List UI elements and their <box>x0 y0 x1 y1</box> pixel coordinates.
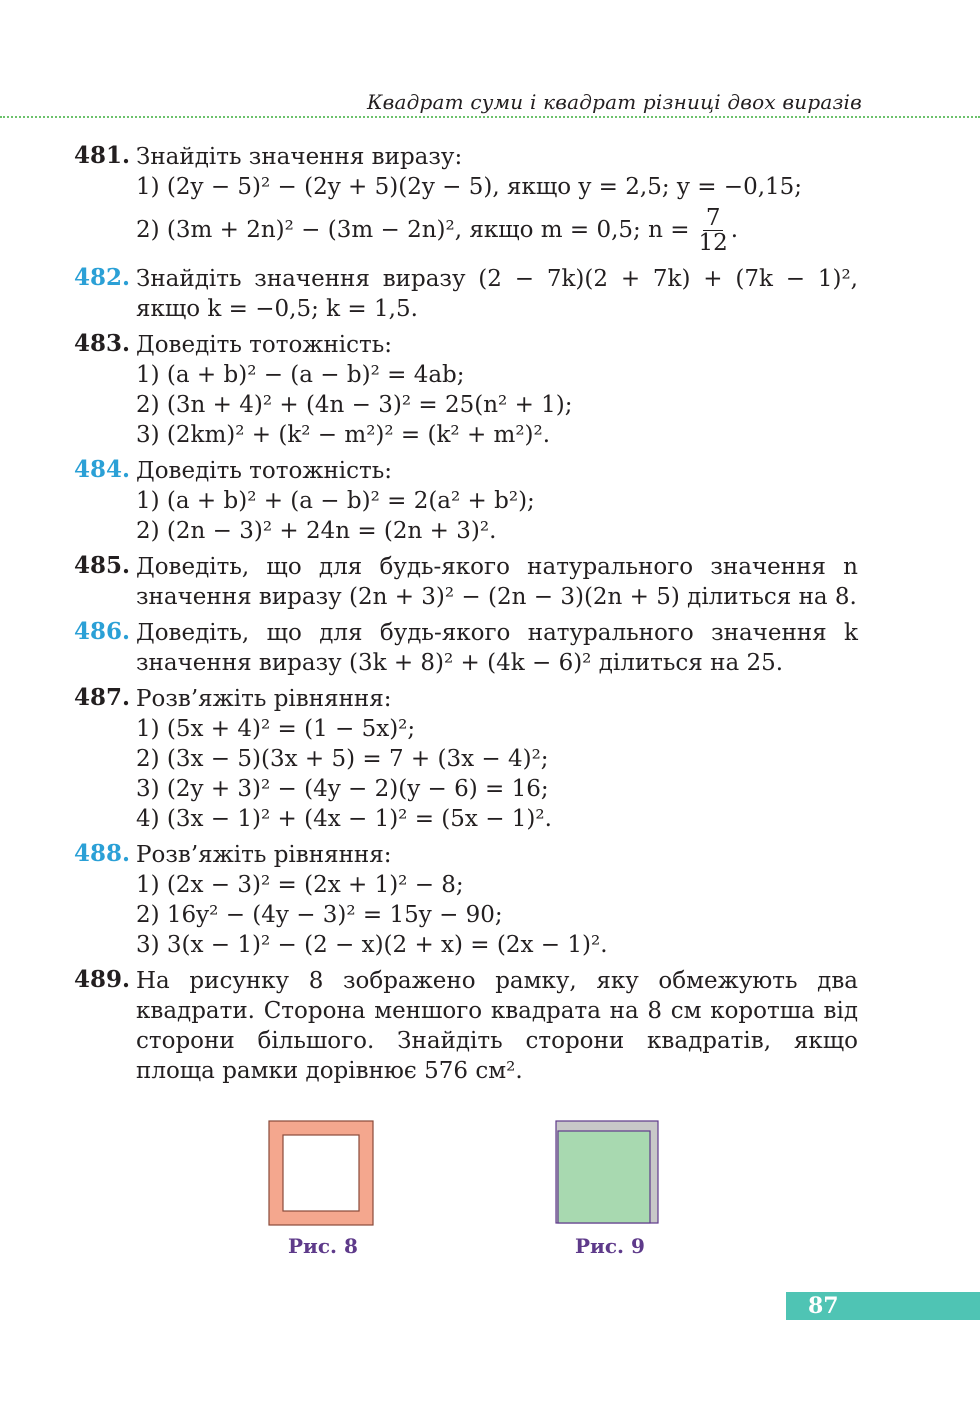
header-dotted-rule <box>0 116 980 118</box>
exercise-body <box>136 330 858 450</box>
exercise-number: 484. <box>74 456 131 483</box>
exercise-body <box>136 142 858 258</box>
fraction-suffix: . <box>730 217 739 243</box>
exercise-statement: Розв’яжіть рівняння: <box>136 842 392 868</box>
exercise-item: 2) (3n + 4)² + (4n − 3)² = 25(n² + 1); <box>136 392 573 418</box>
page-number: 87 <box>808 1293 839 1319</box>
exercise-482 <box>74 264 858 324</box>
figure-9-squares <box>555 1120 661 1228</box>
exercise-number: 485. <box>74 552 131 579</box>
exercise-488 <box>74 840 858 960</box>
exercise-number: 487. <box>74 684 131 711</box>
exercise-body <box>136 264 858 324</box>
exercise-483 <box>74 330 858 450</box>
figure-8-frame <box>268 1120 376 1228</box>
exercise-statement: Доведіть тотожність: <box>136 332 393 358</box>
exercise-body <box>136 840 858 960</box>
exercise-statement: Знайдіть значення виразу: <box>136 144 463 170</box>
exercise-item: 3) (2y + 3)² − (4y − 2)(y − 6) = 16; <box>136 776 549 802</box>
exercise-number: 483. <box>74 330 131 357</box>
exercise-number: 486. <box>74 618 131 645</box>
exercise-body <box>136 552 858 612</box>
fraction-denominator: 12 <box>698 229 728 256</box>
exercise-481 <box>74 142 858 258</box>
exercise-number: 481. <box>74 142 131 169</box>
exercise-item: 2) (2n − 3)² + 24n = (2n + 3)². <box>136 518 497 544</box>
exercise-item: 1) (2y − 5)² − (2y + 5)(2y − 5), якщо y = 2,5; y = −0,15; <box>136 174 803 200</box>
figure-9-caption: Рис. 9 <box>575 1234 645 1258</box>
exercise-item: 2) 16y² − (4y − 3)² = 15y − 90; <box>136 902 503 928</box>
figures-row <box>0 1120 980 1270</box>
exercise-item: 3) (2km)² + (k² − m²)² = (k² + m²)². <box>136 422 551 448</box>
exercise-485 <box>74 552 858 612</box>
exercise-item: 1) (2x − 3)² = (2x + 1)² − 8; <box>136 872 464 898</box>
exercise-statement: Доведіть, що для будь-якого натурального значення n значення виразу (2n + 3)² − (2n − 3)(2n + 5) ділиться на 8. <box>136 554 858 610</box>
exercise-body <box>136 966 858 1086</box>
fraction-numerator: 7 <box>703 206 724 231</box>
exercise-487 <box>74 684 858 834</box>
exercise-body <box>136 456 858 546</box>
fig9-front-square <box>558 1131 650 1223</box>
exercise-item: 2) (3x − 5)(3x + 5) = 7 + (3x − 4)²; <box>136 746 549 772</box>
exercise-item: 3) 3(x − 1)² − (2 − x)(2 + x) = (2x − 1)². <box>136 932 608 958</box>
exercise-item: 1) (a + b)² + (a − b)² = 2(a² + b²); <box>136 488 535 514</box>
exercise-list <box>74 142 858 1092</box>
exercise-486 <box>74 618 858 678</box>
exercise-statement: Розв’яжіть рівняння: <box>136 686 392 712</box>
figure-8-caption: Рис. 8 <box>288 1234 358 1258</box>
fraction-line-text: 2) (3m + 2n)² − (3m − 2n)², якщо m = 0,5; n = <box>136 217 690 243</box>
exercise-body <box>136 618 858 678</box>
exercise-number: 489. <box>74 966 131 993</box>
exercise-item: 1) (a + b)² − (a − b)² = 4ab; <box>136 362 465 388</box>
running-header-title: Квадрат суми і квадрат різниці двох виразів <box>366 90 862 114</box>
exercise-body <box>136 684 858 834</box>
exercise-484 <box>74 456 858 546</box>
exercise-item: 4) (3x − 1)² + (4x − 1)² = (5x − 1)². <box>136 806 552 832</box>
fig8-inner-square <box>283 1135 359 1211</box>
page-number-tab <box>786 1292 980 1320</box>
exercise-statement: Доведіть, що для будь-якого натурального значення k значення виразу (3k + 8)² + (4k − 6)² ділиться на 25. <box>136 620 858 676</box>
exercise-item-with-fraction <box>136 202 858 258</box>
exercise-statement: Знайдіть значення виразу (2 − 7k)(2 + 7k) + (7k − 1)², якщо k = −0,5; k = 1,5. <box>136 266 858 322</box>
exercise-statement: Доведіть тотожність: <box>136 458 393 484</box>
exercise-number: 482. <box>74 264 131 291</box>
exercise-489 <box>74 966 858 1086</box>
exercise-statement: На рисунку 8 зображено рамку, яку обмежують два квадрати. Сторона меншого квадрата на 8 см коротша від сторони більшого. Знайдіть сторони квадратів, якщо площа рамки дорівнює 576 см². <box>136 968 858 1084</box>
exercise-number: 488. <box>74 840 131 867</box>
fraction <box>696 206 731 255</box>
exercise-item: 1) (5x + 4)² = (1 − 5x)²; <box>136 716 416 742</box>
